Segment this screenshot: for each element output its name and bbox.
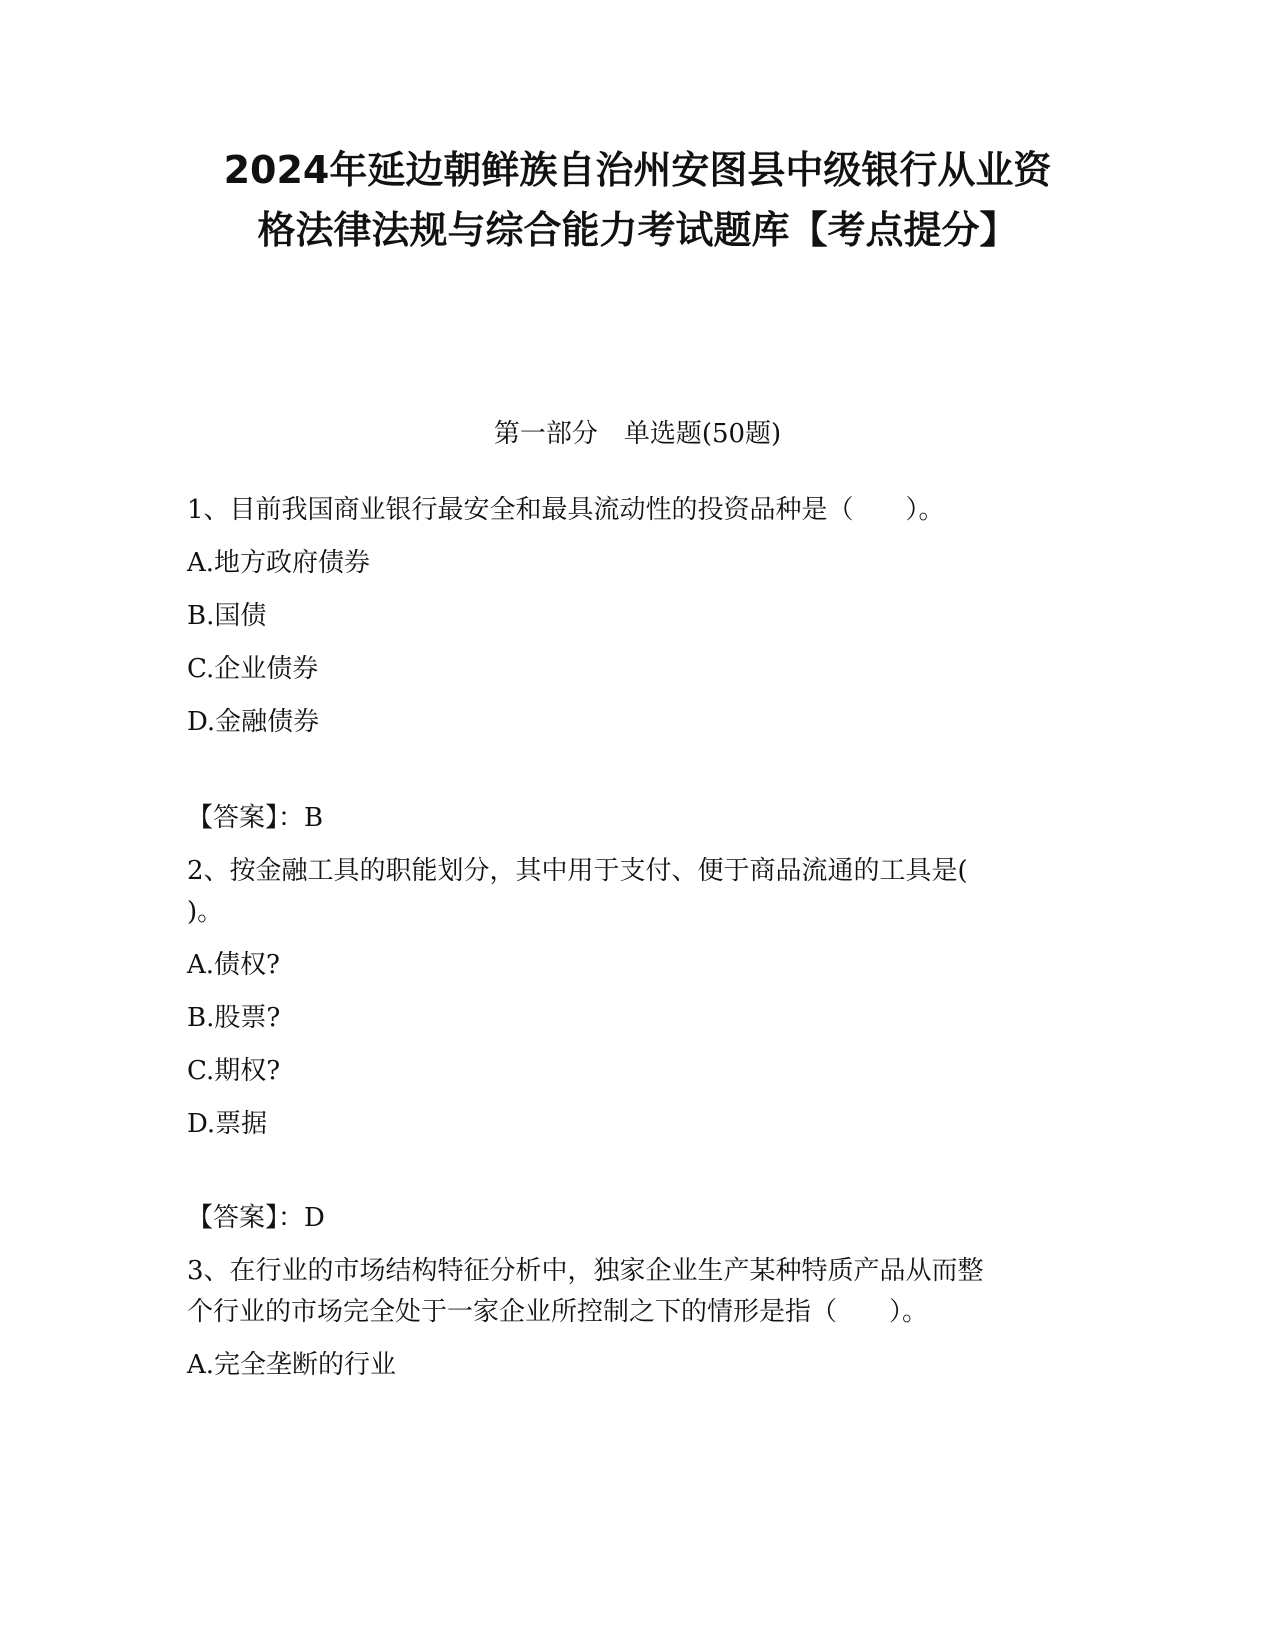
question-1-option-a: A.地方政府债券 (187, 548, 371, 578)
question-1-option-d: D.金融债券 (187, 707, 320, 737)
question-1-answer: 【答案】：B (187, 803, 324, 833)
question-3-stem-line-1: 3、在行业的市场结构特征分析中，独家企业生产某种特质产品从而整 (187, 1256, 984, 1286)
question-1-stem: 1、目前我国商业银行最安全和最具流动性的投资品种是（ ）。 (187, 495, 945, 525)
document-title-line-2: 格法律法规与综合能力考试题库【考点提分】 (257, 208, 1018, 252)
question-2-stem-line-2: )。 (187, 897, 224, 927)
question-2-answer: 【答案】：D (187, 1203, 325, 1233)
section-heading: 第一部分 单选题(50题) (493, 419, 782, 449)
question-1-option-c: C.企业债券 (187, 654, 319, 684)
document-title-line-1: 2024年延边朝鲜族自治州安图县中级银行从业资 (223, 148, 1052, 192)
question-2-option-c: C.期权? (187, 1056, 281, 1086)
question-2-option-d: D.票据 (187, 1109, 268, 1139)
question-2-stem-line-1: 2、按金融工具的职能划分，其中用于支付、便于商品流通的工具是( (187, 856, 968, 886)
question-1-option-b: B.国债 (187, 601, 267, 631)
question-3-stem-line-2: 个行业的市场完全处于一家企业所控制之下的情形是指（ ）。 (187, 1297, 929, 1327)
question-3-option-a: A.完全垄断的行业 (187, 1350, 397, 1380)
question-2-option-b: B.股票? (187, 1003, 281, 1033)
question-2-option-a: A.债权? (187, 950, 280, 980)
